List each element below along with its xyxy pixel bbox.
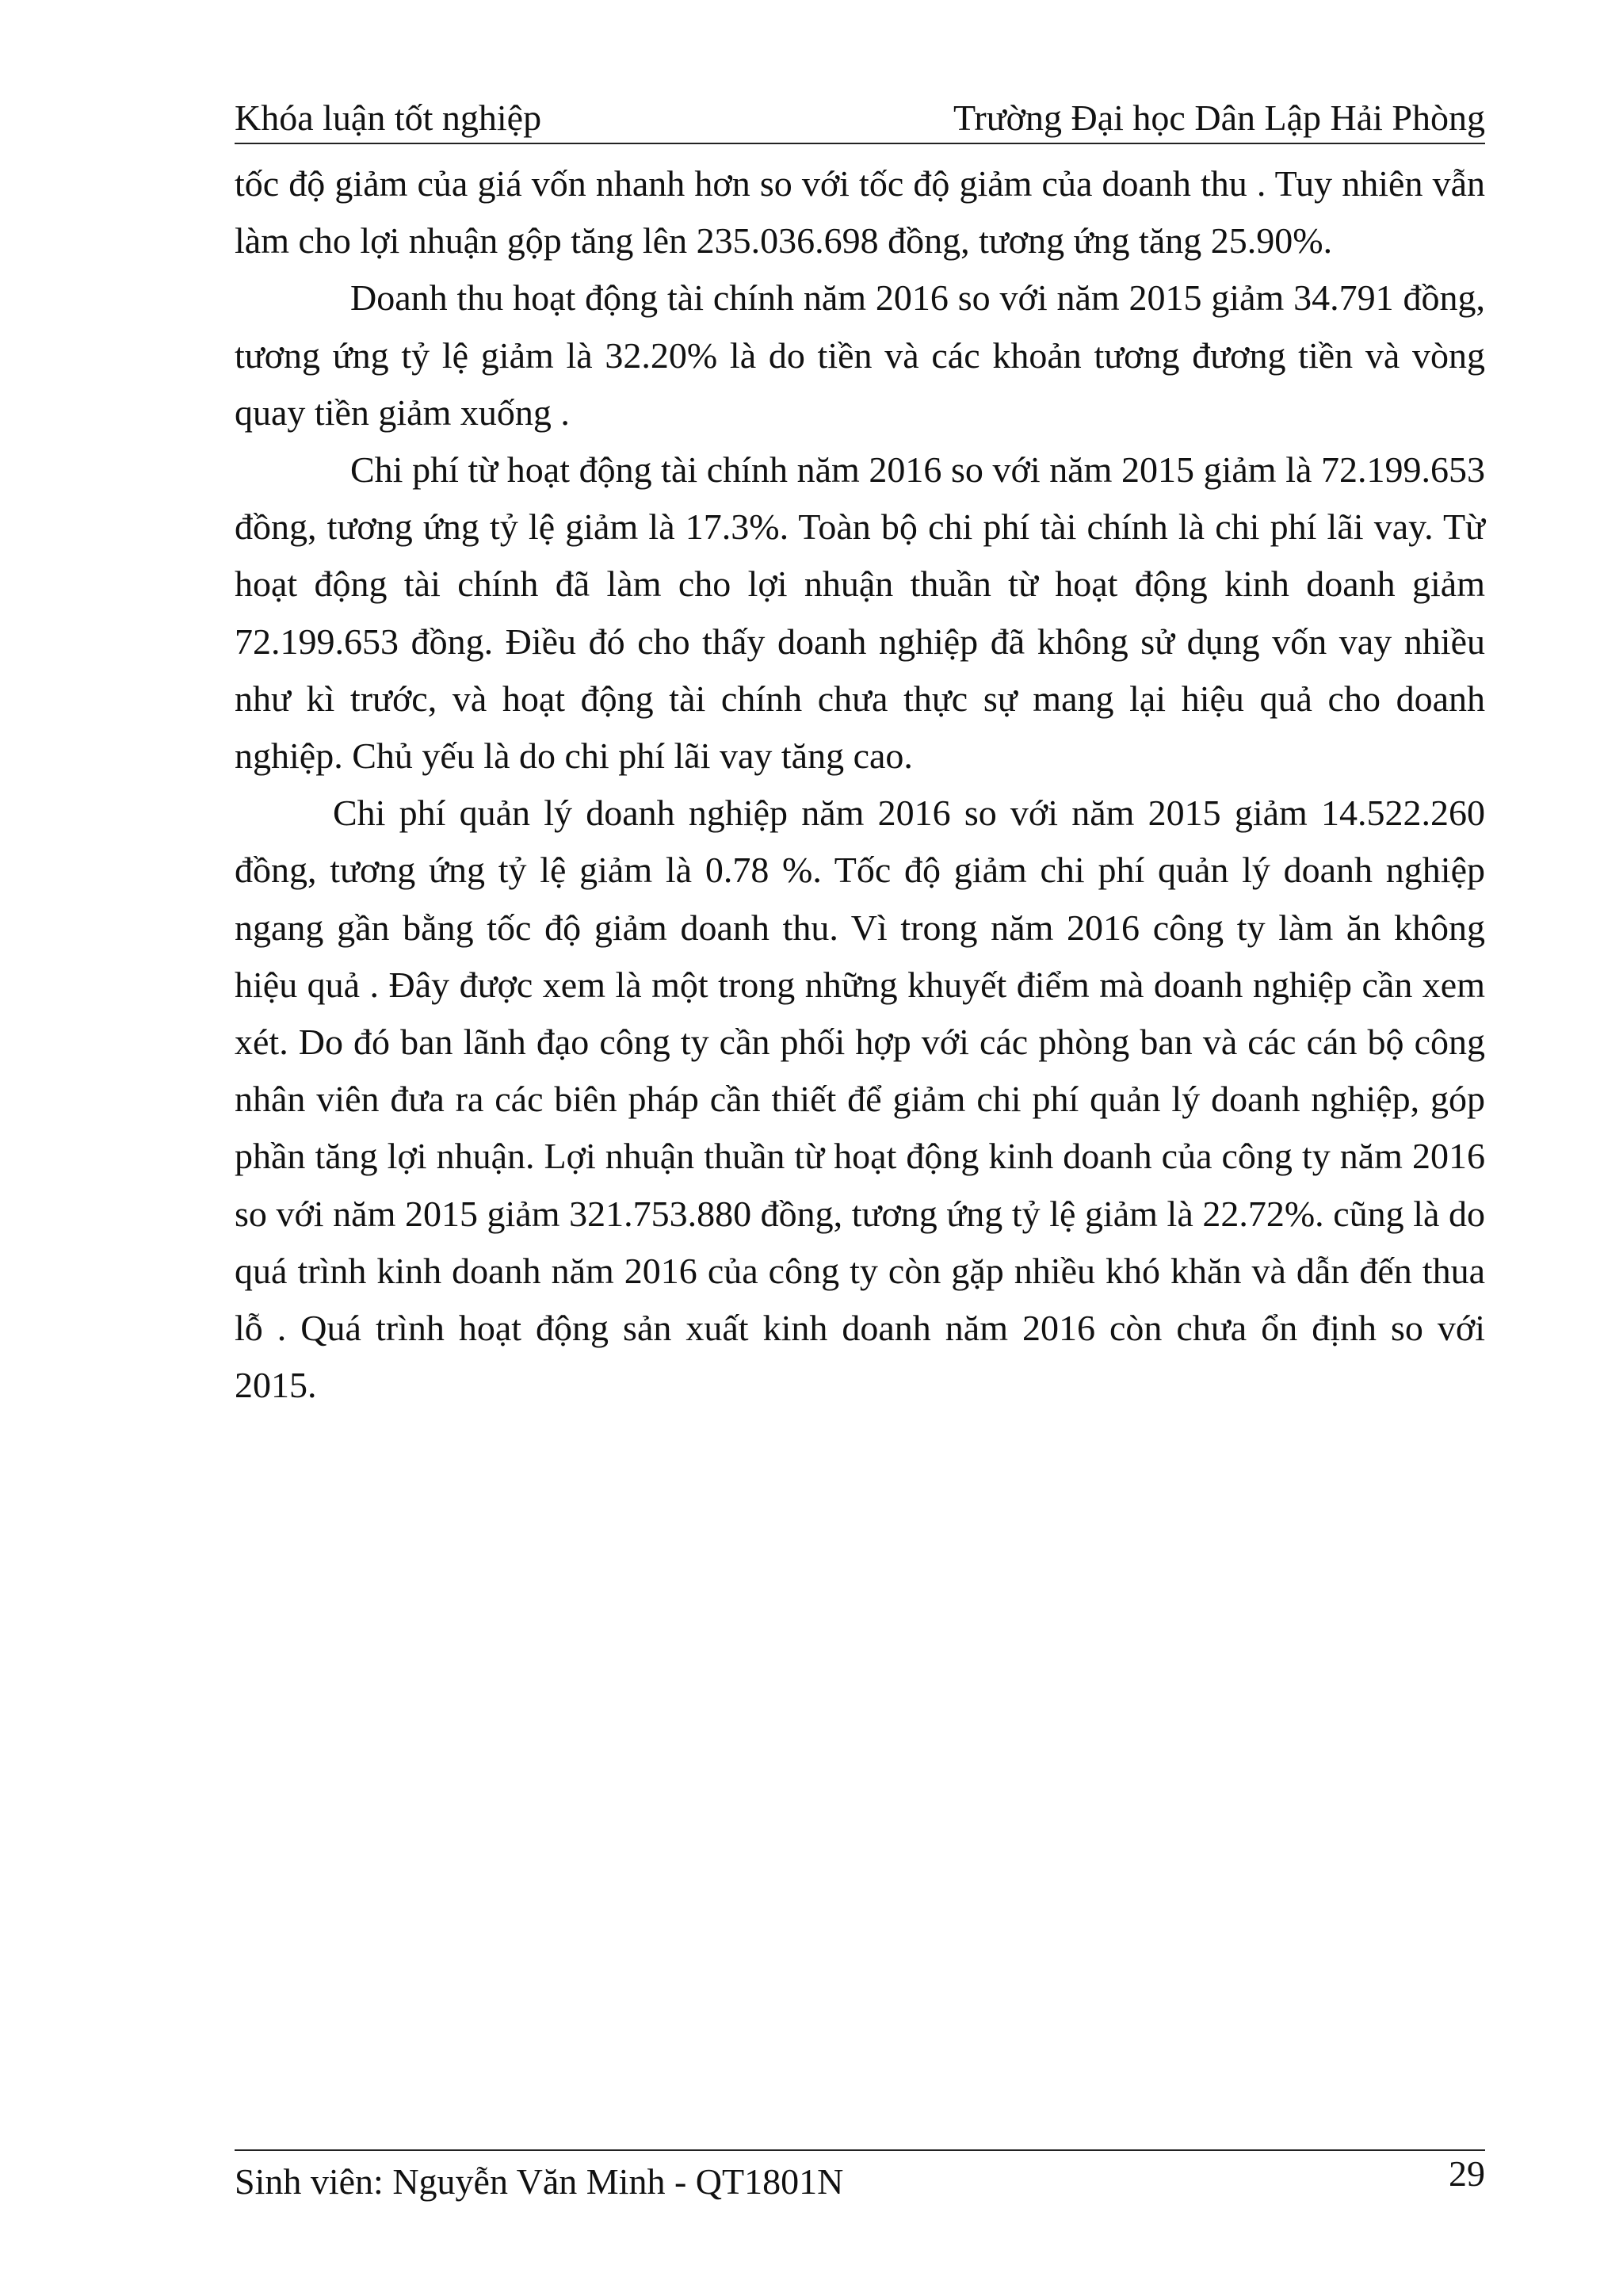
- body-text: [235, 155, 1485, 1414]
- paragraph-financial-expense: Chi phí từ hoạt động tài chính năm 2016 so với năm 2015 giảm là 72.199.653 đồng, tương ứng tỷ lệ giảm là 17.3%. Toàn bộ chi phí tài chính là chi phí lãi vay. Từ hoạt động tài chính đã làm cho lợi nhuận thuần từ hoạt động kinh doanh giảm 72.199.653 đồng. Điều đó cho thấy doanh nghiệp đã không sử dụng vốn vay nhiều như kì trước, và hoạt động tài chính chưa thực sự mang lại hiệu quả cho doanh nghiệp. Chủ yếu là do chi phí lãi vay tăng cao.: [235, 449, 1485, 777]
- paragraph-management-expense: Chi phí quản lý doanh nghiệp năm 2016 so với năm 2015 giảm 14.522.260 đồng, tương ứng tỷ lệ giảm là 0.78 %. Tốc độ giảm chi phí quản lý doanh nghiệp ngang gần bằng tốc độ giảm doanh thu. Vì trong năm 2016 công ty làm ăn không hiệu quả . Đây được xem là một trong những khuyết điểm mà doanh nghiệp cần xem xét. Do đó ban lãnh đạo công ty cần phối hợp với các phòng ban và các cán bộ công nhân viên đưa ra các biên pháp cần thiết để giảm chi phí quản lý doanh nghiệp, góp phần tăng lợi nhuận. Lợi nhuận thuần từ hoạt động kinh doanh của công ty năm 2016 so với năm 2015 giảm 321.753.880 đồng, tương ứng tỷ lệ giảm là 22.72%. cũng là do quá trình kinh doanh năm 2016 của công ty còn gặp nhiều khó khăn và dẫn đến thua lỗ . Quá trình hoạt động sản xuất kinh doanh năm 2016 còn chưa ổn định so với 2015.: [235, 793, 1485, 1406]
- page-header: [235, 94, 1485, 144]
- page-number: 29: [1449, 2153, 1485, 2194]
- footer-student-name: Sinh viên: Nguyễn Văn Minh - QT1801N: [235, 2161, 844, 2202]
- header-thesis-title: Khóa luận tốt nghiệp: [235, 97, 542, 138]
- header-university-name: Trường Đại học Dân Lập Hải Phòng: [953, 97, 1485, 138]
- page-footer: [235, 2149, 1485, 2214]
- paragraph-financial-revenue: Doanh thu hoạt động tài chính năm 2016 so với năm 2015 giảm 34.791 đồng, tương ứng tỷ lệ giảm là 32.20% là do tiền và các khoản tương đương tiền và vòng quay tiền giảm xuống .: [235, 277, 1485, 433]
- paragraph-gross-profit: tốc độ giảm của giá vốn nhanh hơn so với tốc độ giảm của doanh thu . Tuy nhiên vẫn làm cho lợi nhuận gộp tăng lên 235.036.698 đồng, tương ứng tăng 25.90%.: [235, 163, 1485, 262]
